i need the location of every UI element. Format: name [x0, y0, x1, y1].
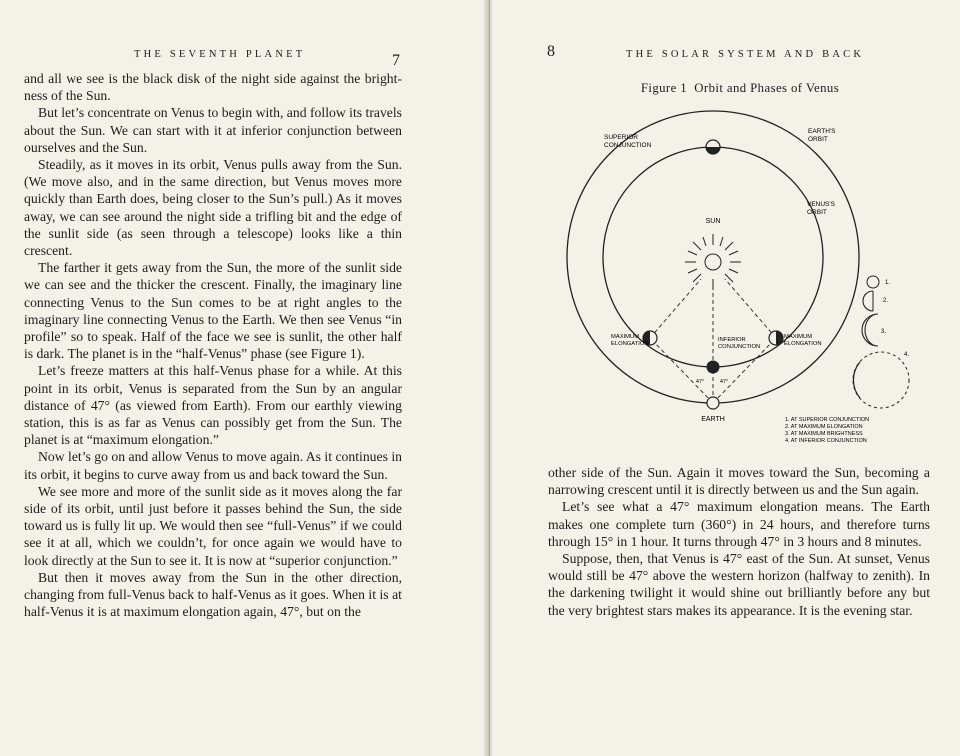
left-body-text: [24, 70, 402, 621]
paragraph: Now let’s go on and allow Venus to move again. As it continues in its orbit, it begins to curve away from us and back toward the Sun.: [24, 449, 402, 482]
figure-number: Figure 1: [640, 81, 688, 95]
phase-legend: [785, 417, 869, 444]
label-max-right-2: ELONGATION: [784, 341, 822, 347]
left-page-number: 7: [392, 52, 400, 69]
label-superior-1: SUPERIOR: [604, 134, 638, 141]
phase-4-icon: [853, 352, 909, 408]
right-page: [492, 0, 960, 756]
phase-2-icon: [863, 291, 873, 311]
phase-number-3: 3.: [881, 329, 887, 335]
paragraph: other side of the Sun. Again it moves toward the Sun, becoming a narrowing crescent until it is directly between us and the Sun again.: [548, 465, 930, 498]
phase-number-4: 4.: [904, 352, 910, 358]
label-earths-orbit-1: EARTH'S: [808, 128, 836, 135]
earth-icon: [707, 397, 719, 409]
label-angle-left: 47°: [695, 379, 705, 385]
phase-3-icon: [862, 314, 878, 346]
phase-number-1: 1.: [885, 280, 891, 286]
phase-1-icon: [867, 276, 879, 288]
legend-item: 3. AT MAXIMUM BRIGHTNESS: [785, 431, 863, 437]
venus-max-right-icon: [769, 331, 783, 345]
label-earth: EARTH: [701, 416, 725, 423]
label-angle-right: 47°: [719, 379, 729, 385]
sun-icon: [685, 234, 741, 290]
right-running-head: THE SOLAR SYSTEM AND BACK: [626, 49, 865, 60]
paragraph: But then it moves away from the Sun in the other direction, changing from full-Venus back to half-Venus as it goes. When it is at half-Venus it is at maximum elongation again, 47°, but on the: [24, 569, 402, 620]
figure-title: Orbit and Phases of Venus: [694, 81, 840, 95]
venus-sun-right-line: [725, 279, 776, 338]
venus-superior-icon: [706, 140, 720, 154]
paragraph: Suppose, then, that Venus is 47° east of the Sun. At sunset, Venus would still be 47° above the western horizon (halfway to zenith). In the darkening twilight it would shine out brilliantly before any but the very brightest stars makes its appearance. It is the evening star.: [548, 551, 930, 618]
legend-item: 2. AT MAXIMUM ELONGATION: [785, 424, 863, 430]
label-inferior-2: CONJUNCTION: [718, 344, 761, 350]
label-venus-orbit-1: VENUS'S: [807, 201, 835, 208]
label-max-left-1: MAXIMUM: [611, 334, 640, 340]
label-inferior-1: INFERIOR: [718, 337, 746, 343]
label-venus-orbit-2: ORBIT: [807, 209, 827, 216]
label-earths-orbit-2: ORBIT: [808, 136, 828, 143]
right-body-text: [548, 464, 930, 619]
label-max-left-2: ELONGATION: [611, 341, 649, 347]
paragraph: We see more and more of the sunlit side as it moves along the far side of its orbit, until just before it passes behind the Sun, the side toward us is fully lit up. We would then see “full-Venus” if we could see it at all, which we couldn’t, for once again we would have to look directly at the Sun to see it. It is now at “superior conjunction.”: [24, 483, 402, 568]
venus-orbit-diagram: [492, 100, 960, 460]
legend-item: 4. AT INFERIOR CONJUNCTION: [785, 438, 867, 444]
figure-caption: [550, 81, 930, 96]
venus-sun-left-line: [650, 279, 701, 338]
paragraph: Let’s freeze matters at this half-Venus phase for a while. At this point in its orbit, Venus is separated from the Sun by an angular distance of 47° (as viewed from Earth). From our earthly viewing station, this is as far as Venus can possibly get from the Sun. The planet is at “maximum elongation.”: [24, 363, 402, 448]
legend-item: 1. AT SUPERIOR CONJUNCTION: [785, 417, 870, 423]
paragraph: But let’s concentrate on Venus to begin with, and follow its travels about the Sun. We can start with it at inferior conjunction between ourselves and the Sun.: [24, 105, 402, 155]
paragraph: Let’s see what a 47° maximum elongation means. The Earth makes one complete turn (360°) in 24 hours, and therefore turns through 15° in 1 hour. It turns through 47° in 3 hours and 8 minutes.: [548, 499, 930, 549]
label-max-right-1: MAXIMUM: [784, 334, 813, 340]
label-superior-2: CONJUNCTION: [604, 142, 652, 149]
paragraph: The farther it gets away from the Sun, the more of the sunlit side we can see and the thicker the crescent. Finally, the imaginary line connecting Venus to the Sun comes to be at right angles to the imaginary line connecting Venus to the Earth. We then see Venus “in profile” so to speak. Half of the face we see is sunlit, the other half is dark. The planet is in the “half-Venus” phase (see Figure 1).: [24, 260, 402, 362]
phase-number-2: 2.: [883, 298, 889, 304]
paragraph: and all we see is the black disk of the night side against the bright-ness of the Sun.: [24, 71, 402, 104]
label-sun: SUN: [705, 218, 721, 225]
venus-inferior-icon: [707, 361, 719, 373]
paragraph: Steadily, as it moves in its orbit, Venus pulls away from the Sun. (We move also, and in the same direction, but Venus moves more quickly than Earth does, being closer to the Sun’s pull.) As it moves away, we can see around the night side a trifling bit and the edge of the sunlit side (as seen through a telescope) looks like a thin crescent.: [24, 157, 402, 259]
left-running-head: THE SEVENTH PLANET: [134, 49, 306, 60]
right-page-number: 8: [547, 43, 555, 60]
